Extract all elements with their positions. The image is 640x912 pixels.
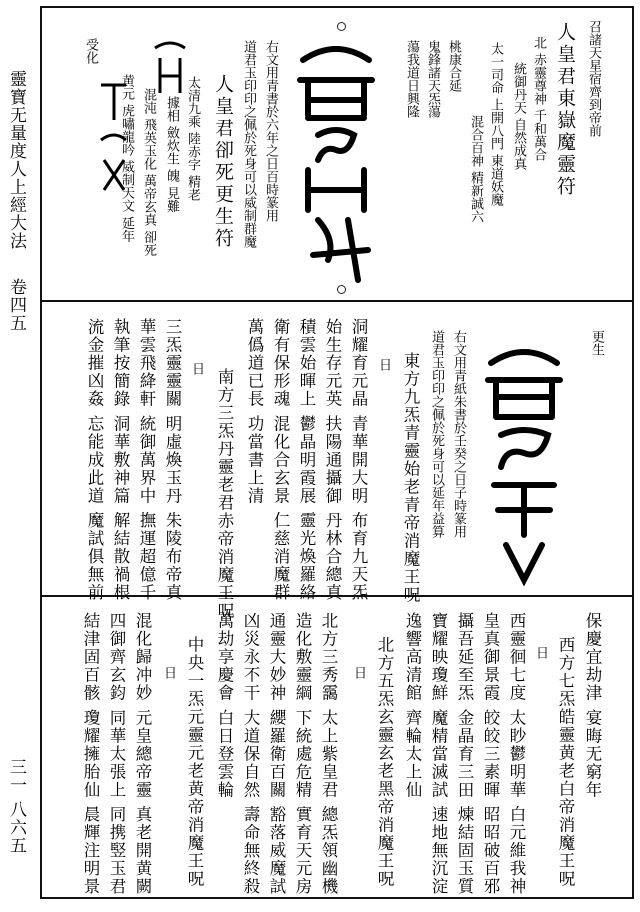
panel-divider-1 <box>40 300 634 302</box>
text-column: 日 <box>376 358 391 371</box>
verse-line: 通靈大妙神 纓羅衛百關 豁落威魔試 <box>267 612 286 896</box>
verse-line: 萬僞道已長 功當書上清 <box>245 318 264 505</box>
verse-line: 始生存元英 扶陽通攝御 丹林合總真 <box>323 318 342 602</box>
text-column: 鬼鋒諸天炁蕩 <box>425 40 440 118</box>
text-column: 據相 斂炊生 魄 見難 <box>164 96 179 213</box>
incantation-title: 北方五炁玄靈玄老黑帝消魔王呪 <box>375 636 394 888</box>
text-column: 太清九乘 陸赤字 精老 <box>185 76 200 202</box>
text-column: 北 赤靈尊神 千和萬合 <box>531 36 546 162</box>
verse-line: 寶耀映瓊鮮 魔精當滅試 速地無沉淀 <box>429 612 448 896</box>
verse-line: 凶災永不干 大道保自然 壽命無終殺 <box>241 612 260 896</box>
verse-line: 造化敷靈綱 下統處危精 實育天元房 <box>293 612 312 896</box>
text-column: 道君玉印印之佩於死身可以威制群魔 <box>241 40 256 248</box>
verse-line: 西靈徊七度 太眇鬱明華 白元維我神 <box>507 612 526 896</box>
circle-mark <box>337 285 346 294</box>
verse-line: 衛有保形魂 混化合玄景 仁慈消魔群 <box>271 318 290 602</box>
text-column: 日 <box>189 362 204 375</box>
text-column: 太一司命 上開八門 東道妖魔 <box>488 42 503 207</box>
volume-label: 卷四五 <box>6 278 26 332</box>
incantation-title: 南方三炁丹靈老君赤帝消魔王呪 <box>215 368 234 620</box>
verse-line: 流金摧凶姦 忘能成此道 魔試俱無前 <box>85 318 104 602</box>
text-column: 右文用青紙朱書於壬癸之日子時篆用 <box>451 330 466 538</box>
text-column: 日 <box>351 666 366 679</box>
text-column: 道君玉印印之佩於死身可以延年益算 <box>429 330 444 538</box>
text-column: 桃康合延 <box>446 40 461 92</box>
talisman-title: 人皇君東嶽魔靈符 <box>554 22 576 198</box>
verse-line: 執筆按簡錄 洞華敷神篇 解結散禍根 <box>111 318 130 602</box>
talisman-glyph <box>150 38 190 98</box>
text-column: 召諸天星宿齊到帝前 <box>586 20 601 137</box>
verse-line: 皇真御景霞 皎皎三素暉 昭昭破百邪 <box>481 612 500 896</box>
incantation-title: 東方九炁青靈始老青帝消魔王呪 <box>401 352 420 604</box>
verse-line: 萬劫享慶會 白日登雲輪 <box>215 612 234 799</box>
verse-line: 逸響高清館 齊輪太上仙 <box>403 612 422 799</box>
verse-line: 攝吾延至炁 金晶育三田 煉結固玉質 <box>455 612 474 896</box>
text-column: 右文用青書於六年之日百時篆用 <box>263 40 278 222</box>
talisman-seal <box>476 335 572 590</box>
incantation-title: 西方七炁皓靈黄老白帝消魔王呪 <box>556 636 575 888</box>
verse-line: 華雲飛絳軒 統御萬界中 撫運超億千 <box>137 318 156 602</box>
text-column: 統御丹天 自然成真 <box>511 62 526 171</box>
verse-line: 北方三秀靄 太上紫皇君 總炁領幽機 <box>319 612 338 896</box>
talisman-glyph <box>96 80 132 200</box>
text-column: 日 <box>533 646 548 659</box>
text-column: 黄元 虎嘯龍吟 威制天文 延年 <box>119 74 134 243</box>
talisman-title: 人皇君卻死更生符 <box>212 74 234 250</box>
text-column: 蕩我道日興隆 <box>404 40 419 118</box>
book-title: 靈寶无量度人上經大法 <box>6 70 26 250</box>
text-column: 更生 <box>589 330 604 356</box>
verse-line: 四御齊玄鈞 同華太張上 同携竪玉君 <box>107 612 126 896</box>
text-column: 日 <box>161 666 176 679</box>
circle-mark <box>337 22 346 31</box>
verse-line: 洞耀育元晶 青華開大明 布育九天炁 <box>349 318 368 602</box>
text-column: 混合百神 精新誠六 <box>468 115 483 224</box>
talisman-seal <box>288 30 384 292</box>
text-column: 受化 <box>83 38 98 64</box>
page-number: 三一 八六五 <box>6 758 26 855</box>
text-column: 混沌 飛英玉化 萬帝玄真 卻死 <box>141 88 156 257</box>
verse-line: 結津固百骸 瓊耀擁胎仙 晨輝注明景 <box>81 612 100 896</box>
verse-line: 混化歸冲妙 元皇總帝靈 真老開黄闕 <box>133 612 152 896</box>
incantation-title: 中央一炁元靈元老黄帝消魔王呪 <box>185 636 204 888</box>
verse-line: 積雲始暉上 鬱晶明霞展 靈光煥羅絡 <box>297 318 316 602</box>
verse-line: 三炁靈靈關 明虛煥玉丹 朱陵布帝真 <box>163 318 182 602</box>
verse-line: 保慶宜劫津 宴晦无窮年 <box>583 612 602 799</box>
